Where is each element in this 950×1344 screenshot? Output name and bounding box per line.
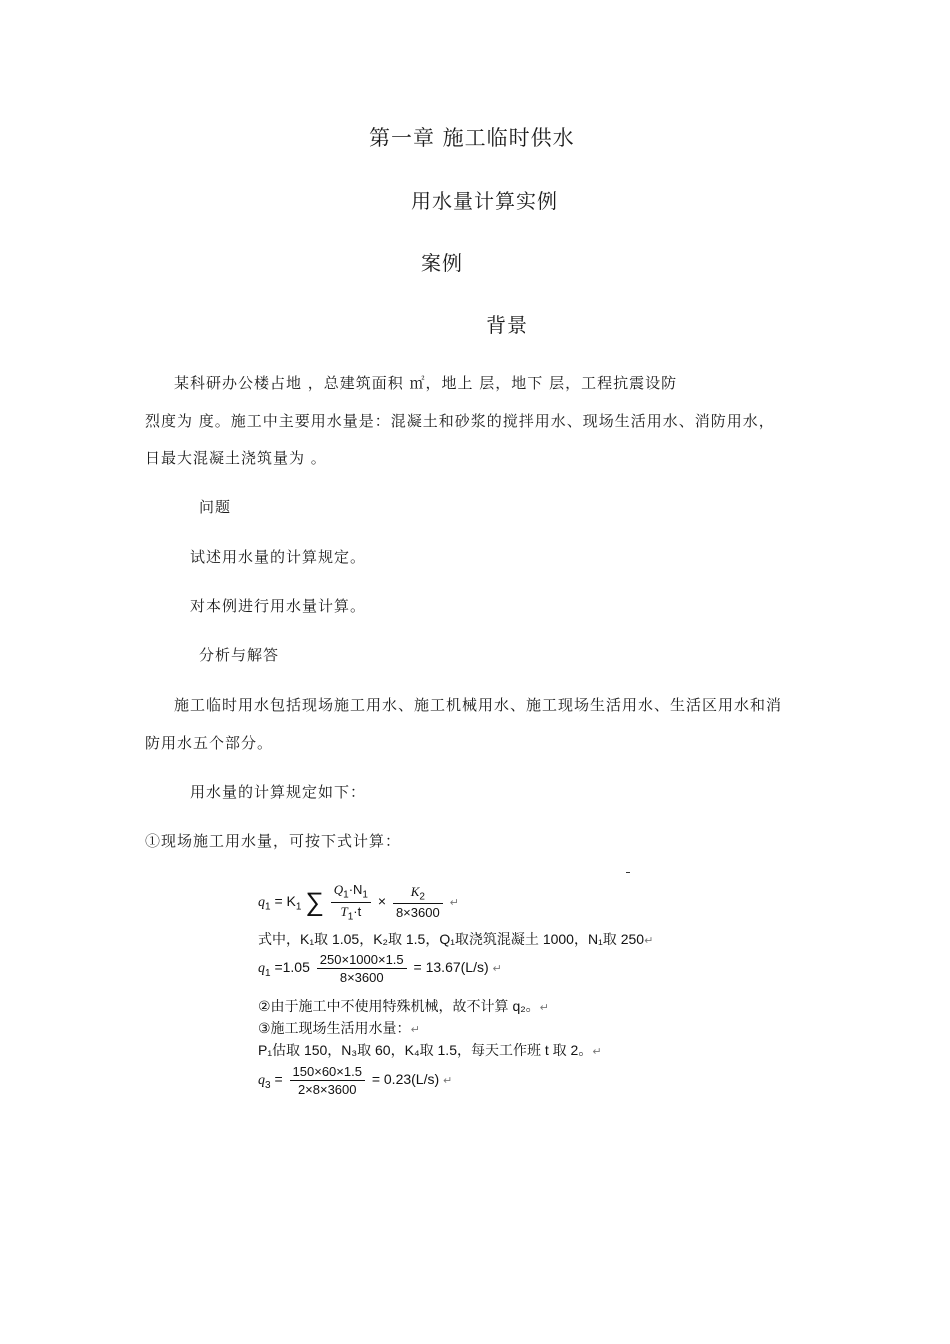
formula-q1-general: $q_1 = K_1$ ∑ $\frac{Q_1\cdot N_1}{T_1\cdot t}$ × $\frac{K_2}{8\times 3600}$ ↵ [258, 882, 459, 923]
background-heading: 背景 [486, 313, 528, 337]
formula-item-2: ②由于施工中不使用特殊机械，故不计算 q₂。↵ [258, 998, 549, 1014]
section-subtitle: 用水量计算实例 [411, 189, 558, 213]
analysis-line-1: 施工临时用水包括现场施工用水、施工机械用水、施工现场生活用水、生活区用水和消 [174, 696, 783, 714]
formula-q3: $q_3$ = $\frac{150\times 60\times 1.5}{2\times 8\times 3600}$ = 0.23(L/s) ↵ [258, 1064, 453, 1097]
formula-image [258, 870, 698, 1110]
analysis-heading: 分析与解答 [199, 646, 280, 664]
question-2: 对本例进行用水量计算。 [190, 597, 367, 615]
question-heading: 问题 [199, 498, 232, 516]
question-1: 试述用水量的计算规定。 [190, 548, 367, 566]
background-line-3: 日最大混凝土浇筑量为 。 [145, 449, 327, 467]
formula-p1: P₁估取 150，N₃取 60，K₄取 1.5，每天工作班 t 取 2。↵ [258, 1042, 602, 1058]
formula-where: 式中，K₁取 1.05，K₂取 1.5，Q₁取浇筑混凝土 1000，N₁取 250↵ [258, 931, 654, 947]
background-line-1: 某科研办公楼占地 ，总建筑面积 ㎡，地上 层，地下 层，工程抗震设防 [174, 374, 678, 392]
item-1: ①现场施工用水量，可按下式计算： [145, 832, 402, 850]
formula-item-3: ③施工现场生活用水量：↵ [258, 1020, 420, 1036]
formula-q1-calc: $q_1 =1.05$ $\frac{250\times 1000\times 1.5}{8\times 3600}$ = 13.67(L/s) ↵ [258, 952, 502, 985]
analysis-line-2: 防用水五个部分。 [145, 734, 274, 752]
rule-intro: 用水量的计算规定如下： [190, 783, 367, 801]
case-heading: 案例 [421, 251, 463, 275]
background-line-2: 烈度为 度。施工中主要用水量是：混凝土和砂浆的搅拌用水、现场生活用水、消防用水， [145, 412, 775, 430]
chapter-title: 第一章 施工临时供水 [369, 126, 575, 150]
